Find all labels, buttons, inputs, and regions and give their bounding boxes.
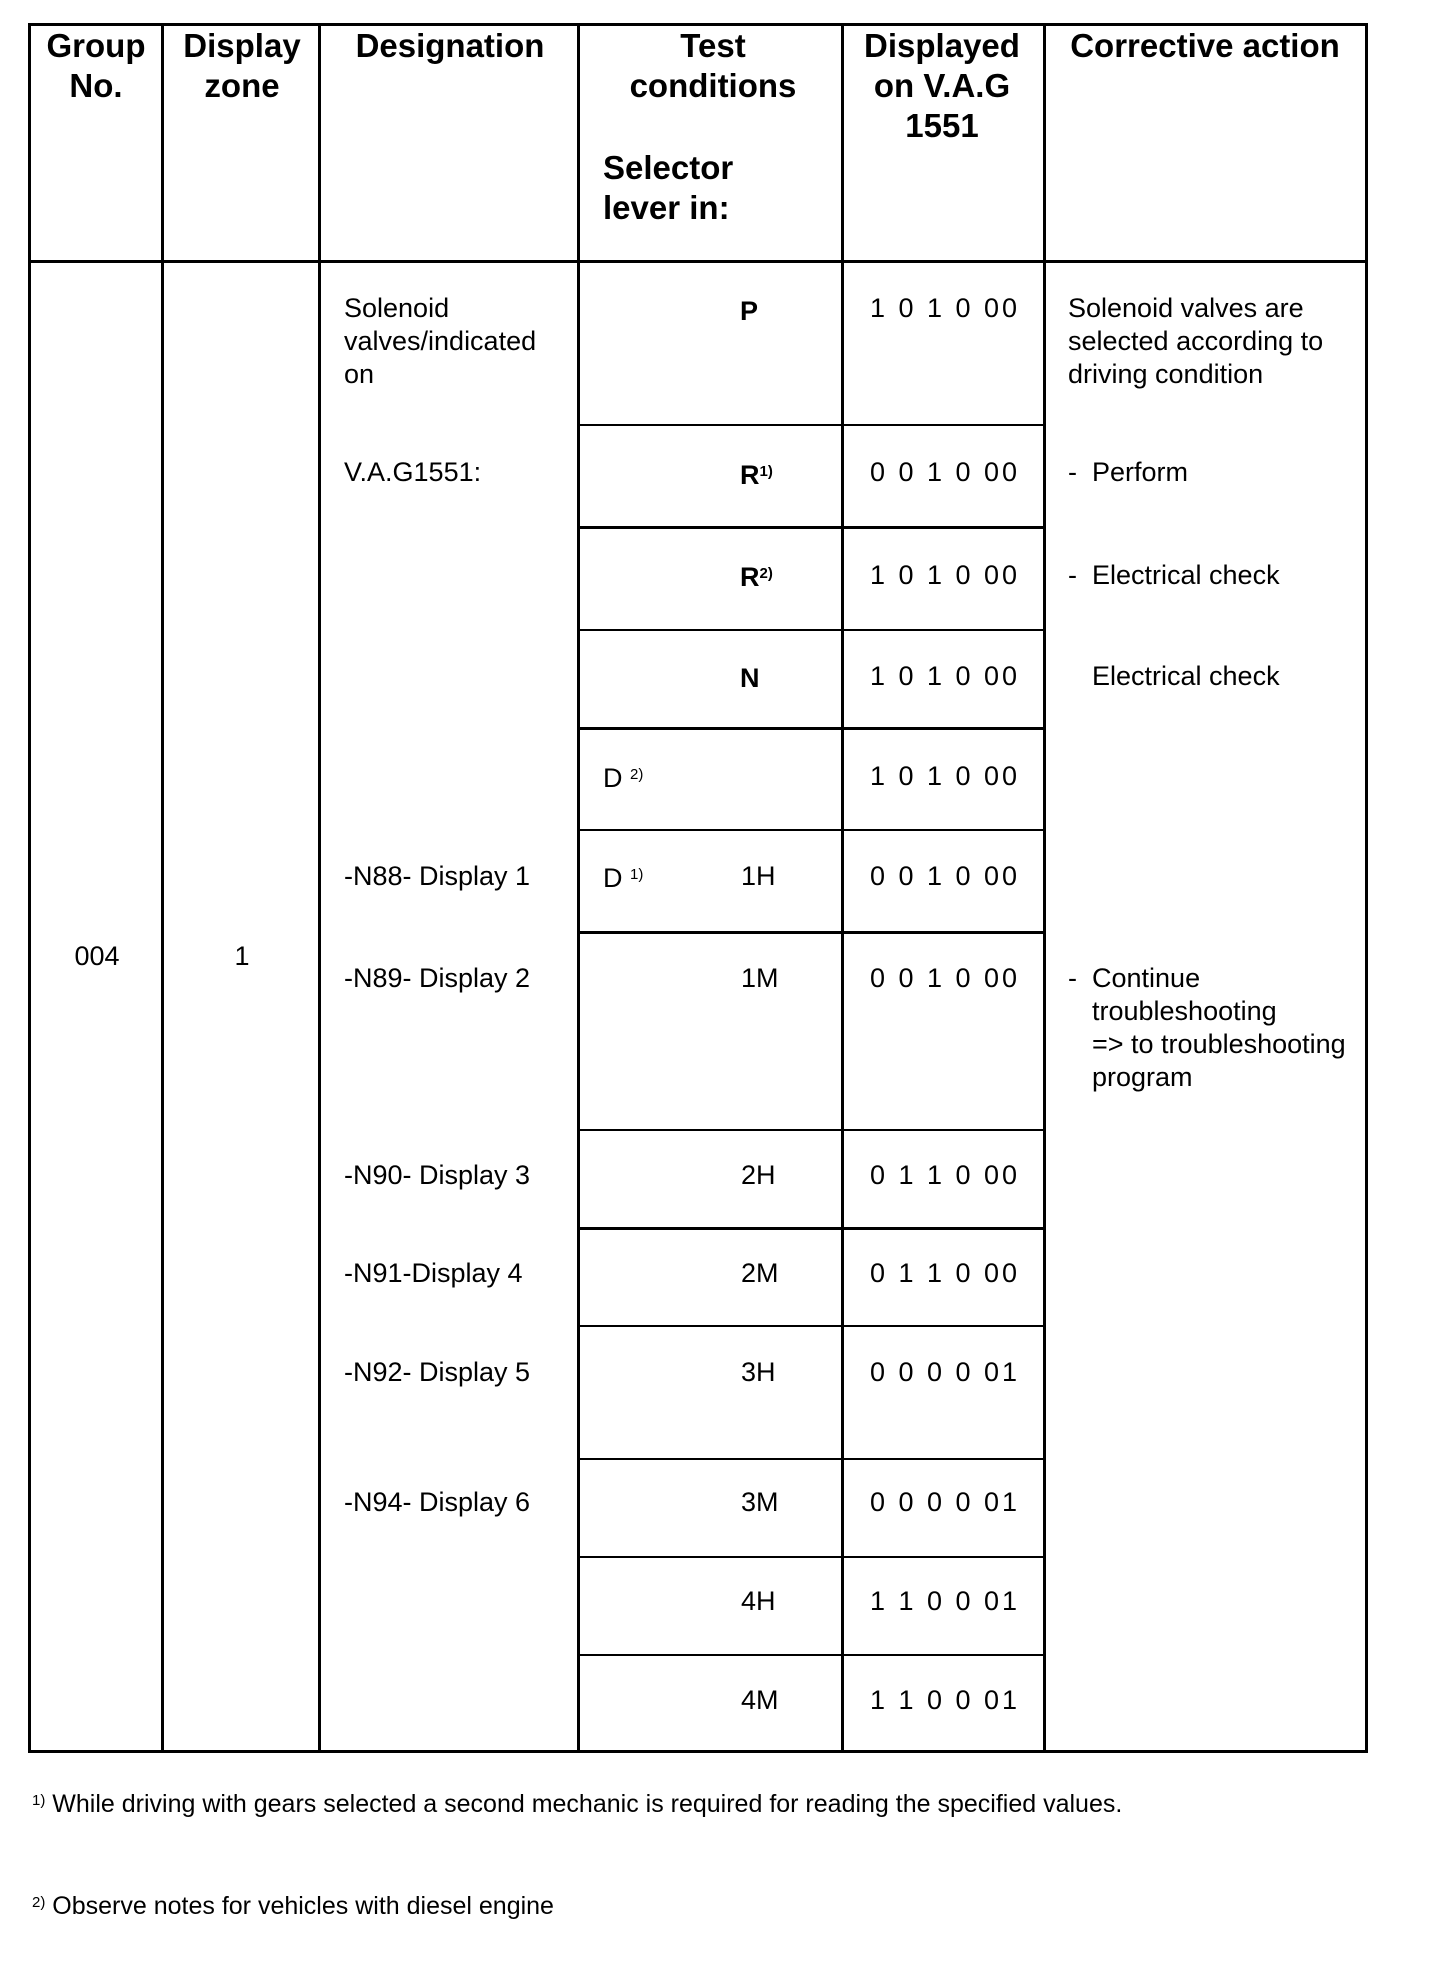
gear-3m: 3M xyxy=(741,1487,779,1517)
designation-n94: -N94- Display 6 xyxy=(344,1487,531,1517)
footnote-1: $^{1)}$ While driving with gears selected a second mechanic is required for reading the specified values. xyxy=(32,1790,1123,1818)
corrective-dash: - xyxy=(1068,560,1077,590)
lever-n: N xyxy=(740,663,760,693)
lever-r1: $R^{1)}$ xyxy=(740,460,773,490)
table-border-left xyxy=(28,23,31,1753)
display-value: 0 0 1 0 00 xyxy=(869,963,1021,993)
corrective-electrical-check: Electrical check xyxy=(1092,661,1280,691)
column-divider xyxy=(841,23,844,1753)
header-test-conditions: Test conditions xyxy=(629,27,797,104)
footnote-2: $^{2)}$ Observe notes for vehicles with diesel engine xyxy=(32,1892,554,1920)
header-selector-lever: Selector lever in: xyxy=(603,149,734,226)
gear-4m: 4M xyxy=(741,1685,779,1715)
header-display-zone: Display zone xyxy=(183,27,301,104)
lever-p: P xyxy=(740,296,759,326)
corrective-continue: Continue troubleshooting xyxy=(1092,963,1277,1026)
display-value: 0 0 1 0 00 xyxy=(869,457,1021,487)
display-value: 1 1 0 0 01 xyxy=(869,1586,1021,1616)
column-divider xyxy=(1043,23,1046,1753)
gear-2h: 2H xyxy=(741,1160,776,1190)
display-value: 0 1 1 0 00 xyxy=(869,1160,1021,1190)
header-displayed-on: Displayed on V.A.G 1551 xyxy=(864,27,1020,144)
row-separator xyxy=(577,1129,1044,1131)
row-separator xyxy=(577,1325,1044,1327)
corrective-troubleshooting-link: => to troubleshooting program xyxy=(1092,1029,1346,1092)
row-separator xyxy=(577,424,1044,426)
gear-1h: 1H xyxy=(741,861,776,891)
display-value: 1 0 1 0 00 xyxy=(869,560,1021,590)
display-zone-number: 1 xyxy=(234,941,250,971)
designation-vag: V.A.G1551: xyxy=(344,457,482,487)
designation-n91: -N91-Display 4 xyxy=(344,1258,523,1288)
header-corrective-action: Corrective action xyxy=(1070,27,1340,64)
group-number: 004 xyxy=(74,941,120,971)
gear-4h: 4H xyxy=(741,1586,776,1616)
row-separator xyxy=(577,727,1044,730)
lever-r2: $R^{2)}$ xyxy=(740,562,773,592)
lever-d1: D $^{1)}$ xyxy=(603,863,644,893)
row-separator xyxy=(577,1556,1044,1558)
display-value: 0 0 0 0 01 xyxy=(869,1487,1021,1517)
gear-3h: 3H xyxy=(741,1357,776,1387)
table-border-bottom xyxy=(28,1750,1368,1753)
corrective-dash: - xyxy=(1068,457,1077,487)
display-value: 1 0 1 0 00 xyxy=(869,761,1021,791)
row-separator xyxy=(577,931,1044,934)
designation-n90: -N90- Display 3 xyxy=(344,1160,531,1190)
column-divider xyxy=(577,23,580,1753)
gear-2m: 2M xyxy=(741,1258,779,1288)
lever-d2: D $^{2)}$ xyxy=(603,763,644,793)
designation-n92: -N92- Display 5 xyxy=(344,1357,531,1387)
header-group-no: Group No. xyxy=(46,27,146,104)
column-divider xyxy=(318,23,321,1753)
row-separator xyxy=(577,1458,1044,1460)
header-designation: Designation xyxy=(355,27,545,64)
corrective-intro: Solenoid valves are selected according to driving condition xyxy=(1068,293,1324,389)
row-separator xyxy=(577,629,1044,631)
row-separator xyxy=(577,829,1044,831)
display-value: 0 0 1 0 00 xyxy=(869,861,1021,891)
column-divider xyxy=(161,23,164,1753)
display-value: 0 1 1 0 00 xyxy=(869,1258,1021,1288)
corrective-electrical-check: Electrical check xyxy=(1092,560,1280,590)
row-separator xyxy=(577,1654,1044,1656)
designation-intro: Solenoid valves/indicated on xyxy=(344,293,537,389)
row-separator xyxy=(577,1227,1044,1230)
designation-n88: -N88- Display 1 xyxy=(344,861,531,891)
display-value: 1 0 1 0 00 xyxy=(869,293,1021,323)
corrective-dash: - xyxy=(1068,963,1077,993)
display-value: 1 1 0 0 01 xyxy=(869,1685,1021,1715)
gear-1m: 1M xyxy=(741,963,779,993)
corrective-perform: Perform xyxy=(1092,457,1189,487)
row-separator xyxy=(577,526,1044,529)
header-separator xyxy=(28,260,1368,263)
display-value: 0 0 0 0 01 xyxy=(869,1357,1021,1387)
designation-n89: -N89- Display 2 xyxy=(344,963,531,993)
table-border-right xyxy=(1365,23,1368,1753)
display-value: 1 0 1 0 00 xyxy=(869,661,1021,691)
